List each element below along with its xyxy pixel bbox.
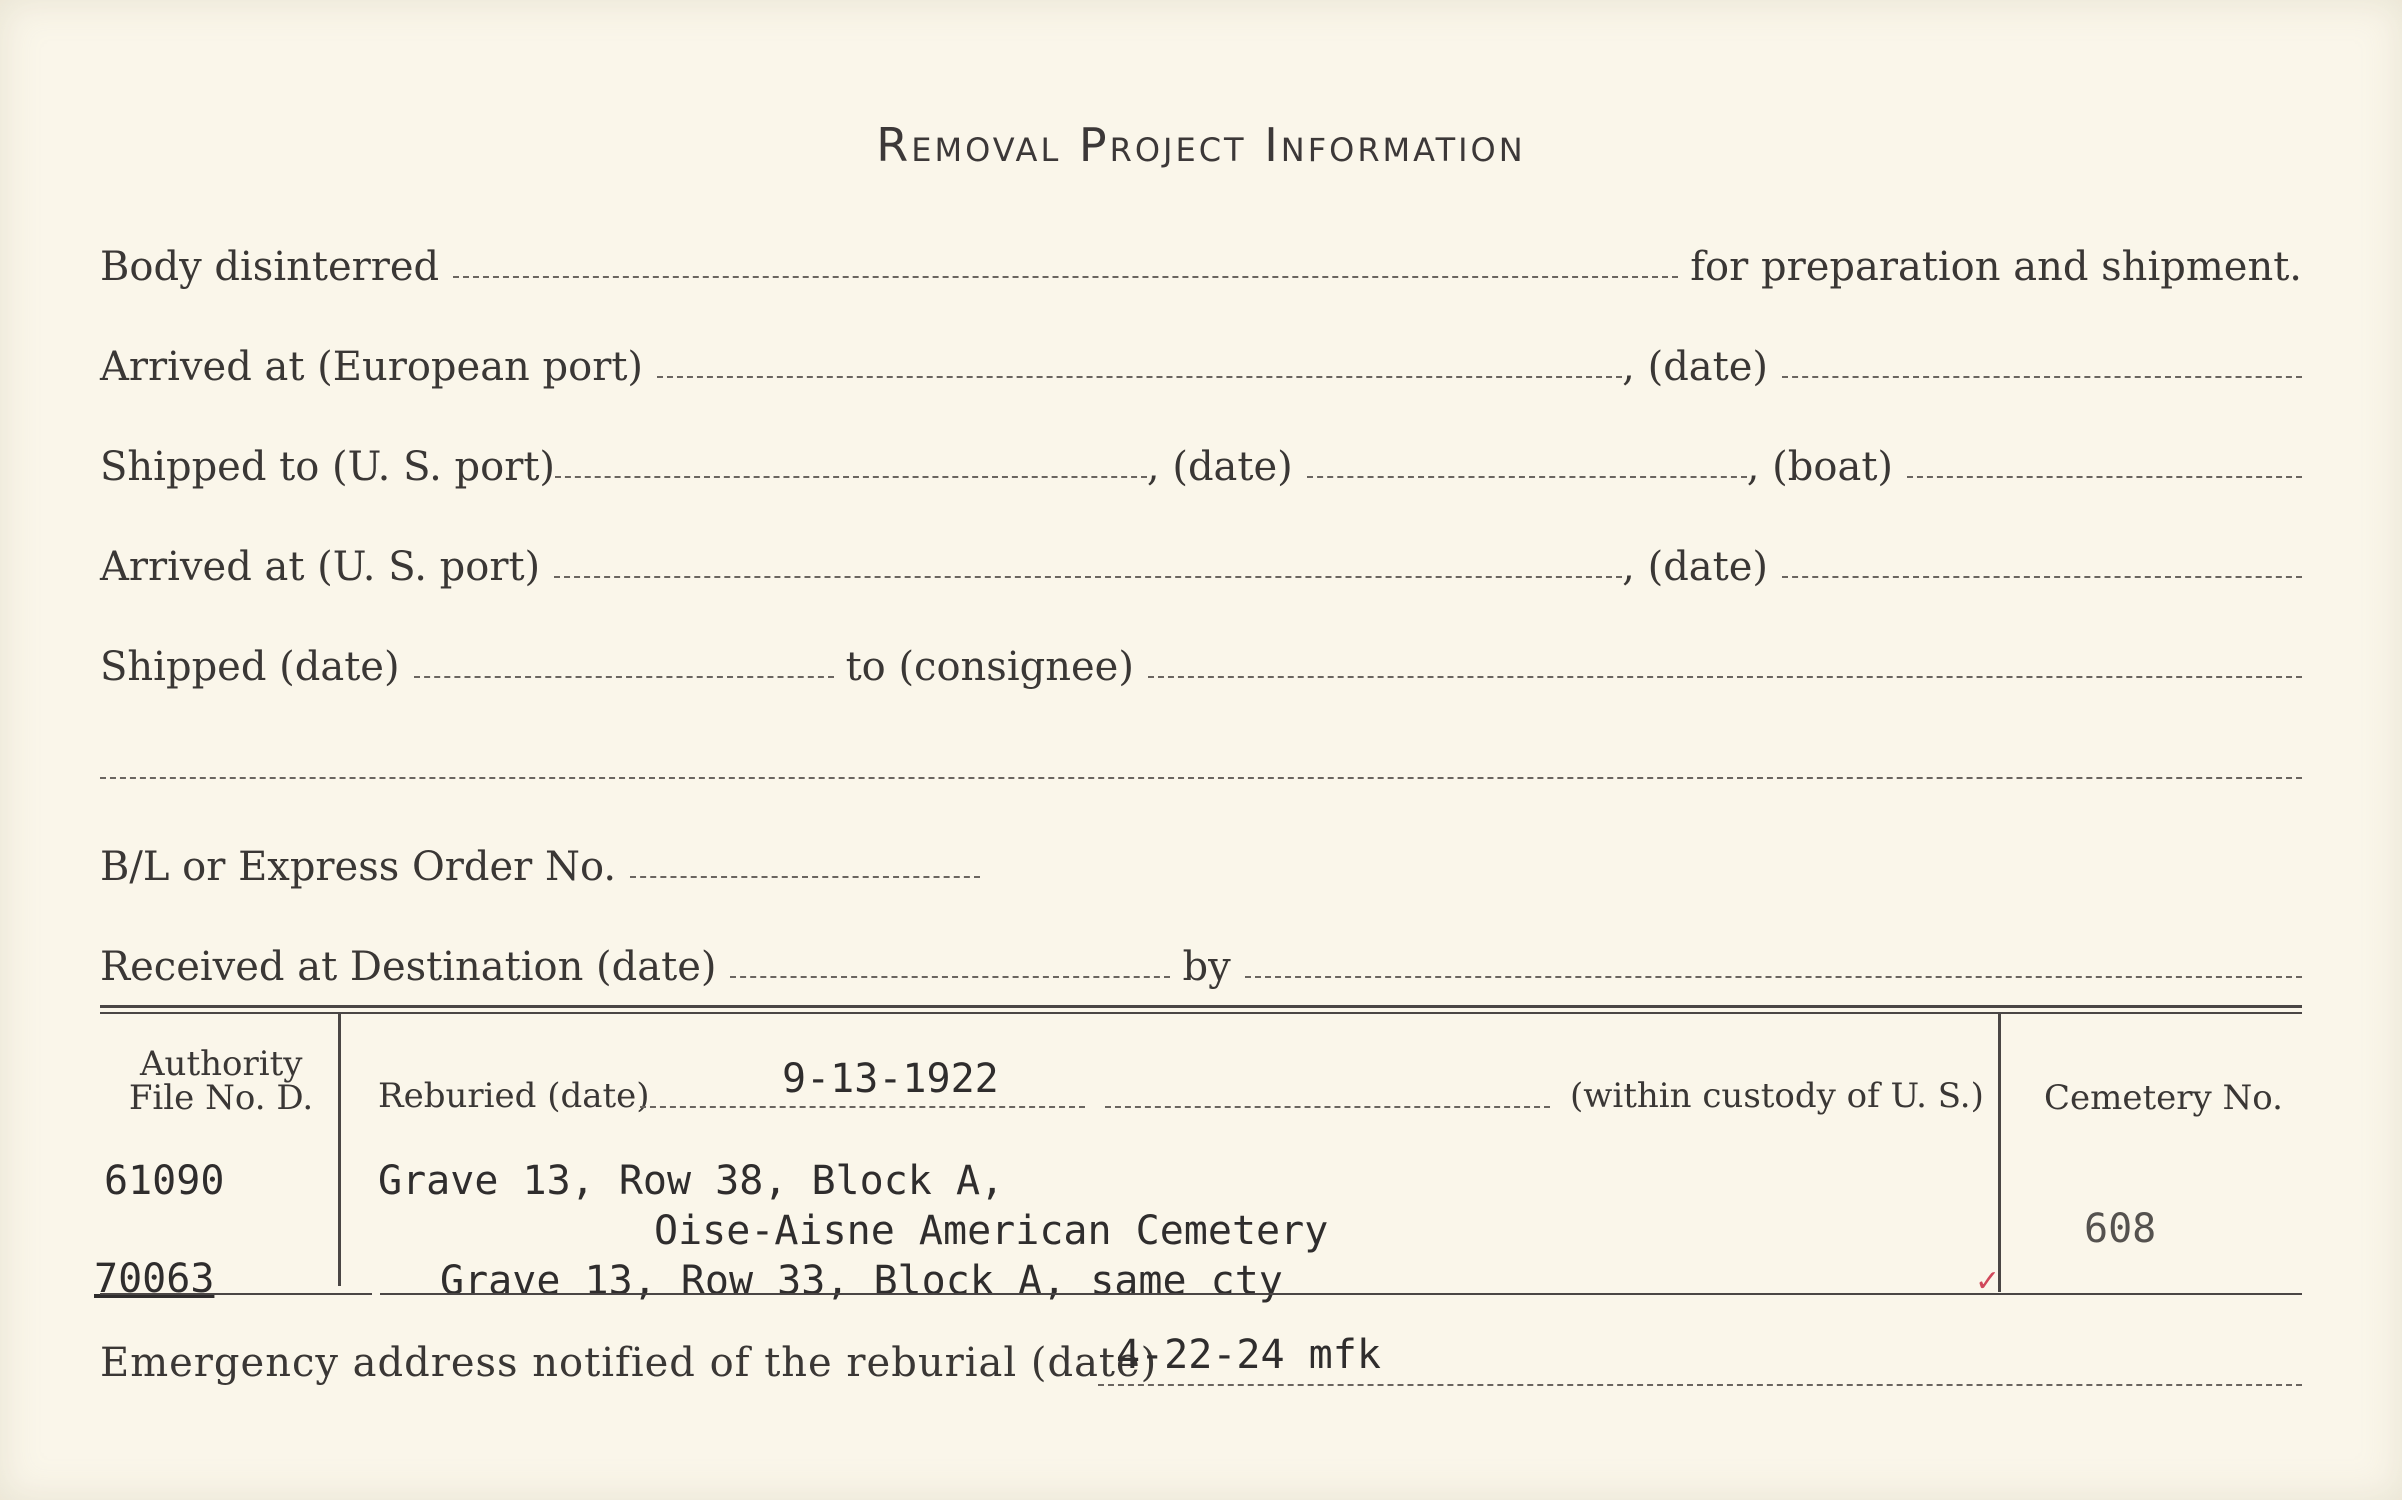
shipped-date-blank <box>414 676 834 678</box>
grave-line-1: Grave 13, Row 38, Block A, <box>378 1158 1005 1204</box>
row-received <box>100 930 2302 990</box>
arrived-european-date-blank <box>1782 376 2302 378</box>
shipped-us-date-blank <box>1307 476 1747 478</box>
extra-blank-line <box>100 777 2302 779</box>
body-disinterred-label: Body disinterred <box>100 244 440 290</box>
cemetery-column-divider <box>1998 1014 2001 1292</box>
arrived-european-date-label: , (date) <box>1622 344 1768 390</box>
reburied-date-blank <box>640 1106 1085 1108</box>
table-bottom-rule-left <box>100 1293 372 1295</box>
authority-label-2: File No. D. <box>128 1078 314 1118</box>
custody-label: (within custody of U. S.) <box>1570 1076 1984 1116</box>
row-arrived-european <box>100 330 2302 390</box>
emergency-blank <box>1098 1384 2302 1386</box>
bl-order-blank <box>630 876 980 878</box>
arrived-us-date-label: , (date) <box>1622 544 1768 590</box>
received-date-blank <box>730 976 1170 978</box>
received-by-blank <box>1245 976 2302 978</box>
reburied-date-blank-2 <box>1105 1106 1550 1108</box>
bl-order-label: B/L or Express Order No. <box>100 844 617 890</box>
shipped-consignee-label: to (consignee) <box>845 644 1134 690</box>
cemetery-no-value: 608 <box>2084 1206 2157 1252</box>
file-no-2: 70063 <box>94 1256 215 1302</box>
emergency-value: 4-22-24 mfk <box>1116 1332 1381 1378</box>
section-divider-inner <box>100 1012 2302 1014</box>
shipped-us-blank <box>555 476 1147 478</box>
reburied-label: Reburied (date) <box>378 1076 650 1116</box>
table-bottom-rule <box>380 1293 2302 1295</box>
shipped-us-boat-blank <box>1907 476 2302 478</box>
shipped-us-boat-label: , (boat) <box>1746 444 1893 490</box>
grave-line-3: Grave 13, Row 33, Block A, same cty <box>440 1258 1283 1304</box>
emergency-label: Emergency address notified of the reburial (date) <box>100 1340 1158 1386</box>
card-title: Removal Project Information <box>876 118 1526 172</box>
shipped-consignee-blank <box>1148 676 2302 678</box>
row-shipped-date <box>100 630 2302 690</box>
arrived-us-date-blank <box>1782 576 2302 578</box>
authority-label-1: Authority <box>140 1044 303 1084</box>
arrived-us-label: Arrived at (U. S. port) <box>100 544 541 590</box>
arrived-european-blank <box>657 376 1622 378</box>
shipped-date-label: Shipped (date) <box>100 644 400 690</box>
received-by-label: by <box>1182 944 1231 990</box>
arrived-us-blank <box>554 576 1622 578</box>
body-disinterred-suffix: for preparation and shipment. <box>1690 244 2302 290</box>
received-label: Received at Destination (date) <box>100 944 717 990</box>
shipped-us-label: Shipped to (U. S. port) <box>100 444 555 490</box>
arrived-european-label: Arrived at (European port) <box>100 344 644 390</box>
reburied-date-value: 9-13-1922 <box>782 1056 999 1102</box>
row-body-disinterred <box>100 230 2302 290</box>
body-disinterred-blank <box>453 276 1678 278</box>
section-divider <box>100 1005 2302 1008</box>
file-no-1: 61090 <box>104 1158 225 1204</box>
row-bl-order <box>100 830 980 890</box>
cemetery-label: Cemetery No. <box>2044 1078 2283 1118</box>
red-check-icon: ✓ <box>1975 1264 2001 1299</box>
grave-line-2: Oise-Aisne American Cemetery <box>654 1208 1329 1254</box>
row-arrived-us <box>100 530 2302 590</box>
row-shipped-us <box>100 430 2302 490</box>
authority-column-divider <box>338 1014 341 1286</box>
shipped-us-date-label: , (date) <box>1146 444 1293 490</box>
